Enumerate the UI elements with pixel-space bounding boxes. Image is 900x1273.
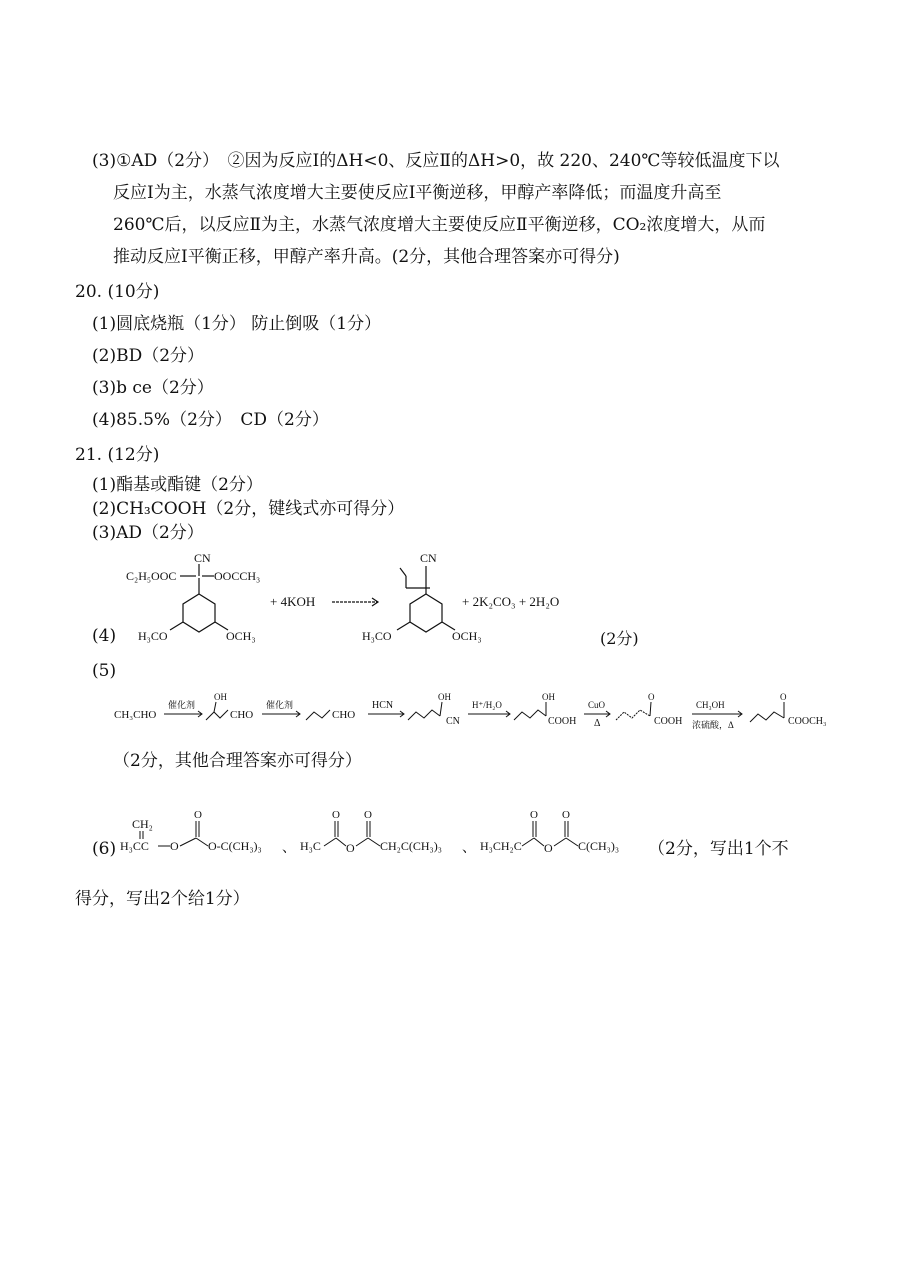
q19-3-line-1: (3)①AD（2分） ②因为反应Ⅰ的ΔH<0、反应Ⅱ的ΔH>0，故 220、240℃等较低温度下以 <box>92 151 780 171</box>
q20-answer-1: (1)圆底烧瓶（1分） 防止倒吸（1分） <box>92 314 382 334</box>
q21-answer-4-label: (4) <box>92 626 117 646</box>
isomer-3-carbonyl-o-1: O <box>530 809 538 821</box>
route-o-1: O <box>648 692 655 702</box>
product-methoxy-right: OCH₃ <box>452 629 482 643</box>
route-oh-3: OH <box>542 692 555 702</box>
isomer-sep-2: 、 <box>462 841 476 856</box>
product-methoxy-left: H₃CO <box>362 629 392 643</box>
reactant-left-ester: C₂H₅OOC <box>126 569 177 583</box>
route-o-2: O <box>780 692 787 702</box>
route-oh-1: OH <box>214 692 227 702</box>
q21-answer-4-score: (2分) <box>600 629 639 648</box>
isomer-3-left: H₃CH₂C <box>480 839 522 853</box>
q21-answer-5-note: （2分，其他合理答案亦可得分） <box>113 751 362 771</box>
reactant-cyclohexane-ring <box>183 594 215 632</box>
reagent-koh: + 4KOH <box>270 594 316 609</box>
route-reagent-1: 催化剂 <box>168 700 196 710</box>
route-acetaldehyde: CH₃CHO <box>114 709 157 721</box>
isomer-sep-1: 、 <box>282 841 296 856</box>
route-aldehyde-1: CHO <box>230 709 254 721</box>
q21-title: 21. (12分) <box>75 445 160 465</box>
route-reagent-hydrolysis: H⁺/H₂O <box>472 700 502 710</box>
route-aldehyde-2: CHO <box>332 709 356 721</box>
q20-answer-3: (3)b ce（2分） <box>92 378 214 398</box>
q21-4-reaction-scheme <box>110 548 750 648</box>
q20-answer-2: (2)BD（2分） <box>92 346 205 366</box>
isomer-1-carbonyl-o: O <box>194 809 202 821</box>
route-ester: COOCH₃ <box>788 716 827 727</box>
route-acid-1: COOH <box>548 716 577 727</box>
q19-3-line-4: 推动反应Ⅰ平衡正移，甲醇产率升高。(2分，其他合理答案亦可得分) <box>113 247 620 267</box>
reactant-methoxy-left: H₃CO <box>138 629 168 643</box>
isomer-1-ester-o: O <box>170 839 179 853</box>
q19-3-line-2: 反应Ⅰ为主，水蒸气浓度增大主要使反应Ⅰ平衡逆移，甲醇产率降低；而温度升高至 <box>113 183 722 203</box>
product-cyclohexane-ring <box>410 594 442 632</box>
q21-answer-6-score: （2分，写出1个不 <box>648 839 789 859</box>
isomer-2-left: H₃C <box>300 839 321 853</box>
product-cn-label: CN <box>420 551 437 565</box>
q19-3-line-3: 260℃后，以反应Ⅱ为主，水蒸气浓度增大主要使反应Ⅱ平衡逆移，CO₂浓度增大，从而 <box>113 215 766 235</box>
q21-answer-6-label: (6) <box>92 839 117 859</box>
route-reagent-cuo: CuO <box>588 700 606 710</box>
q21-answer-2: (2)CH₃COOH（2分，键线式亦可得分） <box>92 499 405 519</box>
byproducts: + 2K₂CO₃ + 2H₂O <box>462 594 560 609</box>
route-reagent-acid-heat: 浓硫酸，Δ <box>692 720 734 730</box>
route-acid-2: COOH <box>654 716 683 727</box>
q21-answer-5-label: (5) <box>92 661 117 681</box>
isomer-3-ester-o: O <box>544 841 553 855</box>
q20-answer-4: (4)85.5%（2分） CD（2分） <box>92 410 329 430</box>
route-reagent-hcn: HCN <box>372 700 394 711</box>
route-reagent-2: 催化剂 <box>266 700 294 710</box>
isomer-2-right: CH₂C(CH₃)₃ <box>380 839 442 853</box>
isomer-2-ester-o: O <box>346 841 355 855</box>
route-reagent-methanol: CH₃OH <box>696 700 725 710</box>
route-nitrile: CN <box>446 716 460 727</box>
isomer-3-carbonyl-o-2: O <box>562 809 570 821</box>
q21-answer-6-score-continued: 得分，写出2个给1分） <box>75 889 250 909</box>
isomer-2-carbonyl-o-1: O <box>332 809 340 821</box>
reactant-right-ester: OOCCH₃ <box>214 569 261 583</box>
isomer-1-right: O-C(CH₃)₃ <box>208 839 262 853</box>
isomer-3-right: C(CH₃)₃ <box>578 839 620 853</box>
reactant-methoxy-right: OCH₃ <box>226 629 256 643</box>
isomer-2-carbonyl-o-2: O <box>364 809 372 821</box>
route-oh-2: OH <box>438 692 451 702</box>
q21-answer-3: (3)AD（2分） <box>92 523 204 543</box>
route-heat-1: Δ <box>594 718 601 729</box>
q20-title: 20. (10分) <box>75 282 160 302</box>
isomer-1-ch2: CH₂ <box>132 817 153 831</box>
reactant-cn-label: CN <box>194 551 211 565</box>
q21-answer-1: (1)酯基或酯键（2分） <box>92 475 263 495</box>
isomer-1-left: H₃CC <box>120 839 149 853</box>
q21-5-synthesis-route <box>110 688 850 732</box>
q21-6-isomers <box>118 806 648 862</box>
